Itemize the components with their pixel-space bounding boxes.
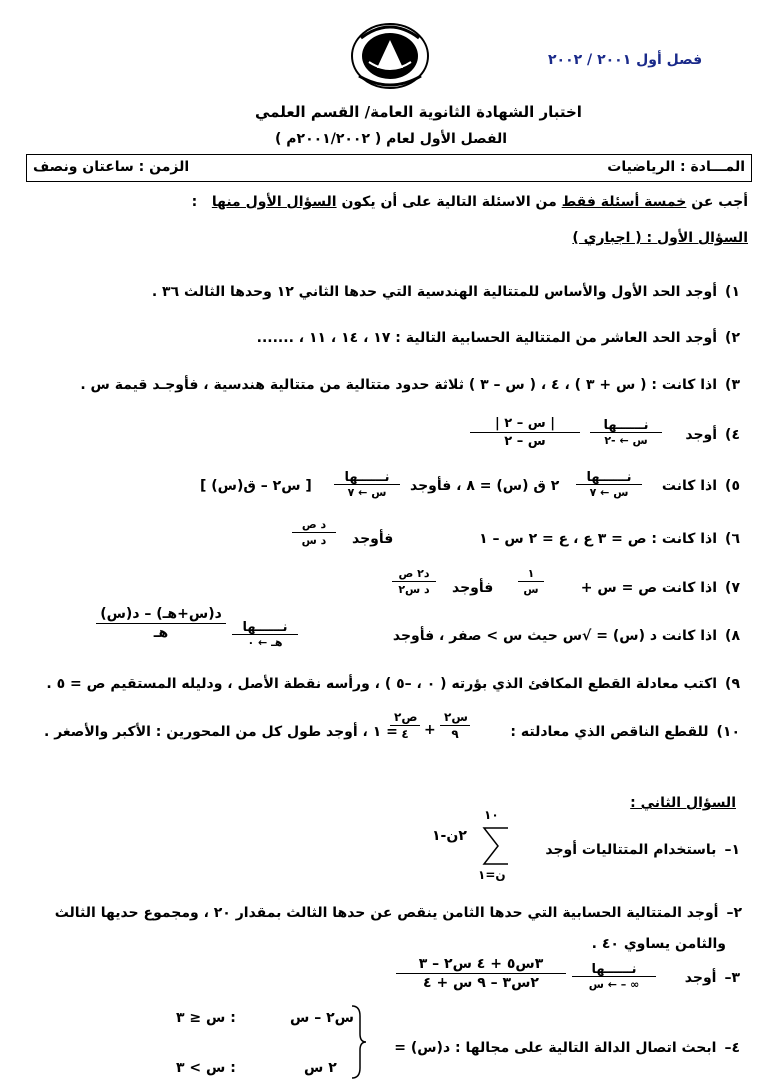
- q2-heading: السؤال الثاني :: [630, 795, 736, 811]
- ministry-emblem: [349, 18, 431, 90]
- fraction-q2-3: ٣س٥ + ٤ س٢ – ٣ ٢س٣ – ٩ س + ٤: [396, 956, 566, 991]
- q1-item-7-action: فأوجد: [452, 580, 494, 596]
- semester-note: فصل أول ٢٠٠١ / ٢٠٠٢: [548, 52, 703, 68]
- q1-item-6: ٦)اذا كانت : ص = ٣ ع ، ع = ٢ س – ١: [479, 531, 740, 547]
- fraction-6: د ص د س: [292, 518, 336, 547]
- limit-5b: نــــــها س ← ٧: [334, 470, 400, 499]
- case2-cond: : س > ٣: [176, 1060, 236, 1076]
- fraction-8: د(س+هـ) – د(س) هـ: [96, 606, 226, 641]
- fraction-7a: ١ س: [518, 567, 544, 596]
- q2-item-2: ٢–أوجد المتتالية الحسابية التي حدها الثامن ينقص عن حدها الثالث بمقدار ٢٠ ، ومجموع حديها الثالث: [54, 905, 742, 921]
- q1-item-1: ١)أوجد الحد الأول والأساس للمتتالية الهندسية التي حدها الثاني ١٢ وحدها الثالث ٣٦ .: [151, 284, 740, 300]
- q1-item-4: ٤)أوجد: [685, 427, 740, 443]
- subject-box: [26, 154, 752, 182]
- q1-item-9: ٩)اكتب معادلة القطع المكافئ الذي بؤرته ( ٠ ، –٥ ) ، ورأسه نقطة الأصل ، ودليله المستقيم ص = ٥ .: [46, 676, 740, 692]
- instructions: أجب عن خمسة أسئلة فقط من الاسئلة التالية على أن يكون السؤال الأول منها :: [191, 194, 748, 210]
- fraction-10a: س٢ ٩: [440, 710, 470, 741]
- subject-label: المـــادة : الرياضيات: [607, 159, 745, 175]
- q1-item-5-mid: ٢ ق (س) = ٨ ، فأوجد: [410, 478, 560, 494]
- limit-q2-3: نــــــها س ← – ∞: [572, 962, 656, 991]
- q1-item-8: ٨)اذا كانت د (س) = √س حيث س > صفر ، فأوجد: [392, 628, 740, 644]
- case1-expr: س٢ – س: [290, 1010, 354, 1026]
- case1-cond: : س ≤ ٣: [176, 1010, 236, 1026]
- exam-title: اختبار الشهادة الثانوية العامة/ القسم العلمي: [255, 103, 582, 121]
- sigma-term: ٢ن-١: [432, 828, 467, 844]
- sigma-symbol: ١٠ ن=١: [470, 808, 520, 884]
- q1-item-6-action: فأوجد: [352, 531, 394, 547]
- q2-item-2-cont: والثامن يساوي ٤٠ .: [591, 936, 726, 952]
- q1-item-2: ٢)أوجد الحد العاشر من المتتالية الحسابية التالية : ١٧ ، ١٤ ، ١١ ، .......: [256, 330, 740, 346]
- q1-item-10-tail: = ١ ، أوجد طول كل من المحورين : الأكبر والأصغر .: [44, 724, 398, 740]
- q1-item-5: ٥)اذا كانت: [661, 478, 740, 494]
- q2-item-3: ٣–أوجد: [684, 970, 740, 986]
- q2-item-4: ٤–ابحث اتصال الدالة التالية على مجالها : د(س) =: [394, 1040, 740, 1056]
- plus-10: +: [424, 722, 436, 738]
- limit-5a: نــــــها س ← ٧: [576, 470, 642, 499]
- fraction-7b: د٢ ص د س٢: [392, 567, 436, 596]
- fraction-10b: ص٢ ٤: [390, 710, 420, 741]
- limit-4: نــــــها س ← -٢: [590, 418, 662, 447]
- q2-item-1: ١–باستخدام المتتاليات أوجد: [545, 842, 740, 858]
- q1-heading: السؤال الأول : ( اجباري ): [572, 230, 748, 246]
- case2-expr: ٢ س: [304, 1060, 337, 1076]
- q1-item-3: ٣)اذا كانت : ( س + ٣ ) ، ٤ ، ( س – ٣ ) ثلاثة حدود متتالية من متتالية هندسية ، فأوجـد قيمة س .: [80, 377, 740, 393]
- q1-item-7: ٧)اذا كانت ص = س +: [580, 580, 740, 596]
- q1-item-10: ١٠)للقطع الناقص الذي معادلته :: [510, 724, 740, 740]
- fraction-4: | س – ٢ | س – ٢: [470, 416, 580, 449]
- q1-item-5-tail: [ س٢ – ق(س) ]: [200, 478, 312, 494]
- exam-term: الفصل الأول لعام ( ٢٠٠١/٢٠٠٢م ): [275, 131, 508, 147]
- limit-8: نــــــها هـ ← ٠: [232, 620, 298, 649]
- time-label: الزمن : ساعتان ونصف: [33, 159, 190, 175]
